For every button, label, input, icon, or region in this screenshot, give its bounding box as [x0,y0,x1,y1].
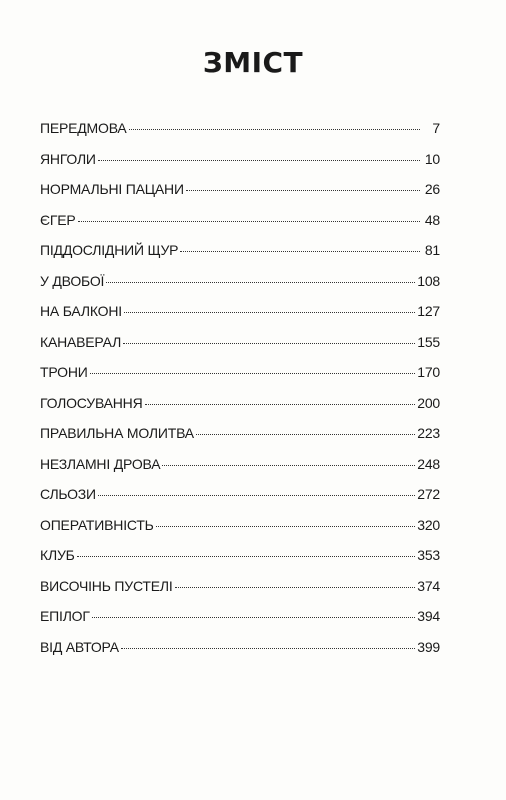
toc-entry [40,303,440,334]
toc-dot-leader [123,343,415,344]
toc-entry-title: ТРОНИ [40,364,88,380]
toc-dot-leader [78,221,420,222]
toc-entry-page: 320 [417,516,440,533]
toc-entry [40,578,440,609]
toc-entry-title: ПІДДОСЛІДНИЙ ЩУР [40,242,179,258]
toc-entry-page: 248 [417,455,440,472]
toc-dot-leader [145,404,416,405]
toc-entry [40,456,440,487]
table-of-contents [40,120,440,669]
toc-entry-title: ПРАВИЛЬНА МОЛИТВА [40,425,194,441]
toc-entry-page: 272 [417,486,440,502]
toc-entry-title: СЛЬОЗИ [40,486,96,502]
toc-entry [40,242,440,273]
toc-dot-leader [196,434,415,435]
toc-entry-title: КАНАВЕРАЛ [40,333,122,350]
toc-entry [40,364,440,395]
toc-dot-leader [98,495,415,496]
toc-entry [40,120,440,151]
page-title: ЗМІСТ [202,46,304,79]
toc-dot-leader [186,190,420,191]
toc-entry-title: НА БАЛКОНІ [40,303,122,319]
toc-dot-leader [129,129,420,130]
toc-entry [40,425,440,456]
toc-entry-page: 223 [417,425,440,441]
toc-entry-title: ВИСОЧІНЬ ПУСТЕЛІ [40,577,173,594]
toc-entry [40,395,440,426]
toc-dot-leader [175,587,416,588]
toc-entry-page: 7 [432,120,440,136]
toc-entry-page: 155 [417,333,440,350]
toc-entry-title: ПЕРЕДМОВА [40,120,127,136]
toc-entry [40,151,440,182]
toc-entry [40,517,440,548]
toc-entry-page: 10 [424,150,440,167]
toc-entry [40,181,440,212]
toc-entry [40,608,440,639]
toc-dot-leader [106,282,415,283]
toc-entry-page: 127 [417,303,440,319]
toc-dot-leader [92,617,415,618]
toc-entry-page: 81 [424,242,440,258]
toc-entry-page: 108 [417,272,440,289]
toc-entry-title: ЄГЕР [40,211,76,228]
toc-entry-title: ОПЕРАТИВНІСТЬ [40,516,154,533]
toc-entry-page: 399 [417,638,440,655]
toc-entry-title: У ДВОБОЇ [40,272,105,289]
toc-entry-page: 26 [424,181,440,197]
toc-entry-title: НОРМАЛЬНІ ПАЦАНИ [40,181,184,197]
toc-entry-page: 48 [424,211,440,228]
toc-dot-leader [180,251,420,252]
toc-entry-page: 353 [417,547,440,563]
toc-entry-page: 200 [417,394,440,411]
toc-entry-title: ВІД АВТОРА [40,638,119,655]
toc-dot-leader [121,648,415,649]
toc-entry [40,212,440,243]
toc-entry-page: 374 [417,577,440,594]
toc-entry [40,334,440,365]
toc-entry-title: КЛУБ [40,547,75,563]
toc-entry-page: 170 [417,364,440,380]
toc-dot-leader [124,312,415,313]
toc-entry-title: НЕЗЛАМНІ ДРОВА [40,455,161,472]
toc-entry-title: ГОЛОСУВАННЯ [40,394,143,411]
toc-dot-leader [98,160,420,161]
toc-entry-title: ЯНГОЛИ [40,150,96,167]
toc-dot-leader [77,556,416,557]
toc-entry-page: 394 [417,608,440,624]
toc-entry [40,547,440,578]
toc-dot-leader [162,465,415,466]
toc-entry-title: ЕПІЛОГ [40,608,90,624]
toc-dot-leader [156,526,416,527]
toc-entry [40,273,440,304]
toc-entry [40,639,440,670]
toc-dot-leader [90,373,416,374]
toc-entry [40,486,440,517]
